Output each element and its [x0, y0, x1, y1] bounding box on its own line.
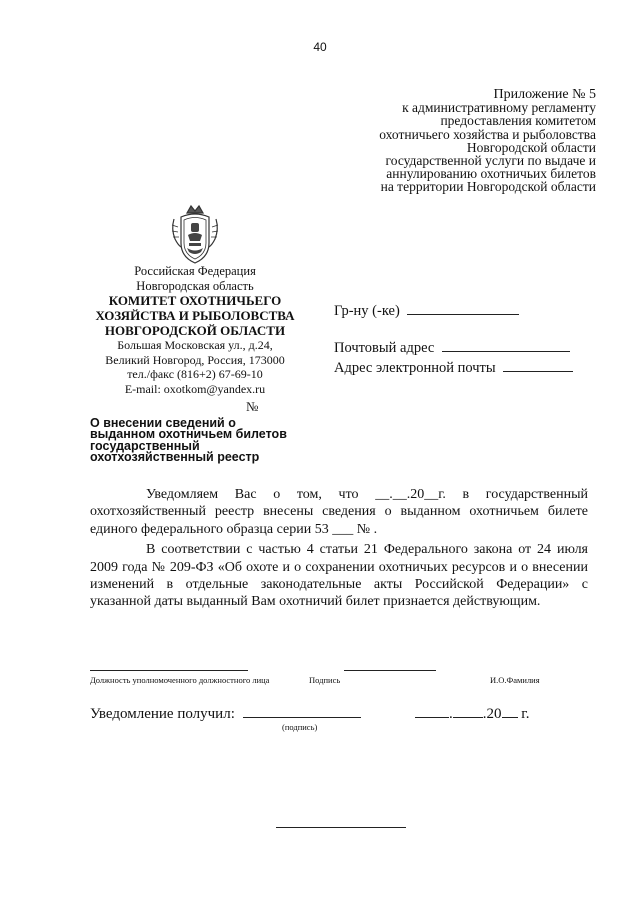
recipient-name-label: Гр-ну (-ке): [334, 303, 400, 319]
signature-line[interactable]: [344, 670, 436, 671]
recipient-address-field[interactable]: [442, 338, 570, 352]
annex-line: охотничьего хозяйства и рыболовства: [379, 126, 596, 142]
body-paragraph: В соответствии с частью 4 статьи 21 Федерального закона от 24 июля 2009 года № 209-ФЗ «Об охоте и о сохранении охотничьих ресурсов и о внесении изменений в отдельные законодательные акты Российской Федерации» с указанной даты выданный Вам охотничий билет признается действующим.: [90, 542, 588, 610]
receipt-label: Уведомление получил:: [90, 706, 235, 722]
org-country: Российская Федерация: [134, 264, 256, 278]
coat-of-arms-icon: [169, 203, 221, 267]
position-label: Должность уполномоченного должностного лица: [90, 675, 270, 685]
document-number-sign: №: [246, 399, 259, 414]
org-name-line: ХОЗЯЙСТВА И РЫБОЛОВСТВА: [95, 308, 295, 323]
recipient-address-row: [334, 338, 570, 357]
receipt-row: [90, 704, 361, 723]
org-name-line: КОМИТЕТ ОХОТНИЧЬЕГО: [108, 293, 282, 308]
org-name-line: НОВГОРОДСКОЙ ОБЛАСТИ: [104, 323, 286, 338]
page-number: 40: [313, 40, 327, 54]
name-label: И.О.Фамилия: [490, 675, 540, 685]
subject-line: выданном охотничьем билетов: [90, 427, 287, 442]
annex-title: Приложение № 5: [493, 87, 596, 102]
receipt-year-prefix: .20: [482, 706, 502, 722]
annex-line: к административному регламенту: [402, 100, 596, 116]
receipt-signature-caption: (подпись): [282, 722, 318, 732]
org-phone: тел./факс (816+2) 67-69-10: [127, 367, 263, 382]
subject-line: О внесении сведений о: [90, 416, 236, 430]
annex-line: аннулированию охотничьих билетов: [386, 166, 596, 182]
annex-line: Новгородской области: [466, 139, 596, 155]
recipient-email-field[interactable]: [503, 358, 573, 372]
org-region: Новгородская область: [136, 278, 254, 293]
notification-body: [90, 486, 588, 611]
annex-line: предоставления комитетом: [440, 113, 596, 129]
body-paragraph: Уведомляем Вас о том, что __.__.20__г. в государственный охотхозяйственный реестр внесены сведения о выданном охотничьем билете единого федерального образца серии 53 ___ № .: [90, 487, 588, 537]
document-subject: [90, 418, 340, 464]
org-email: E-mail: oxotkom@yandex.ru: [124, 381, 266, 396]
receipt-day-field[interactable]: [415, 704, 449, 718]
annex-line: на территории Новгородской области: [380, 179, 596, 195]
recipient-name-field[interactable]: [407, 301, 519, 315]
signature-label: Подпись: [309, 675, 341, 685]
receipt-signature-field[interactable]: [243, 704, 361, 718]
receipt-month-field[interactable]: [453, 704, 483, 718]
recipient-name-row: [334, 301, 519, 320]
subject-line: охотхозяйственный реестр: [90, 450, 260, 465]
org-address-city: Великий Новгород, Россия, 173000: [105, 352, 285, 367]
annex-line: государственной услуги по выдаче и: [385, 153, 596, 169]
recipient-address-label: Почтовый адрес: [334, 340, 435, 356]
receipt-year-field[interactable]: [502, 704, 518, 718]
annex-header: [296, 88, 596, 194]
subject-line: государственный: [90, 438, 200, 453]
org-address-street: Большая Московская ул., д.24,: [117, 338, 273, 352]
receipt-date: . .20 г.: [415, 704, 529, 723]
bottom-divider: [276, 827, 406, 828]
organization-block: [75, 264, 315, 396]
receipt-year-suffix: г.: [521, 706, 530, 722]
position-signature-line[interactable]: [90, 670, 248, 671]
recipient-email-row: [334, 358, 573, 377]
recipient-email-label: Адрес электронной почты: [334, 360, 496, 376]
